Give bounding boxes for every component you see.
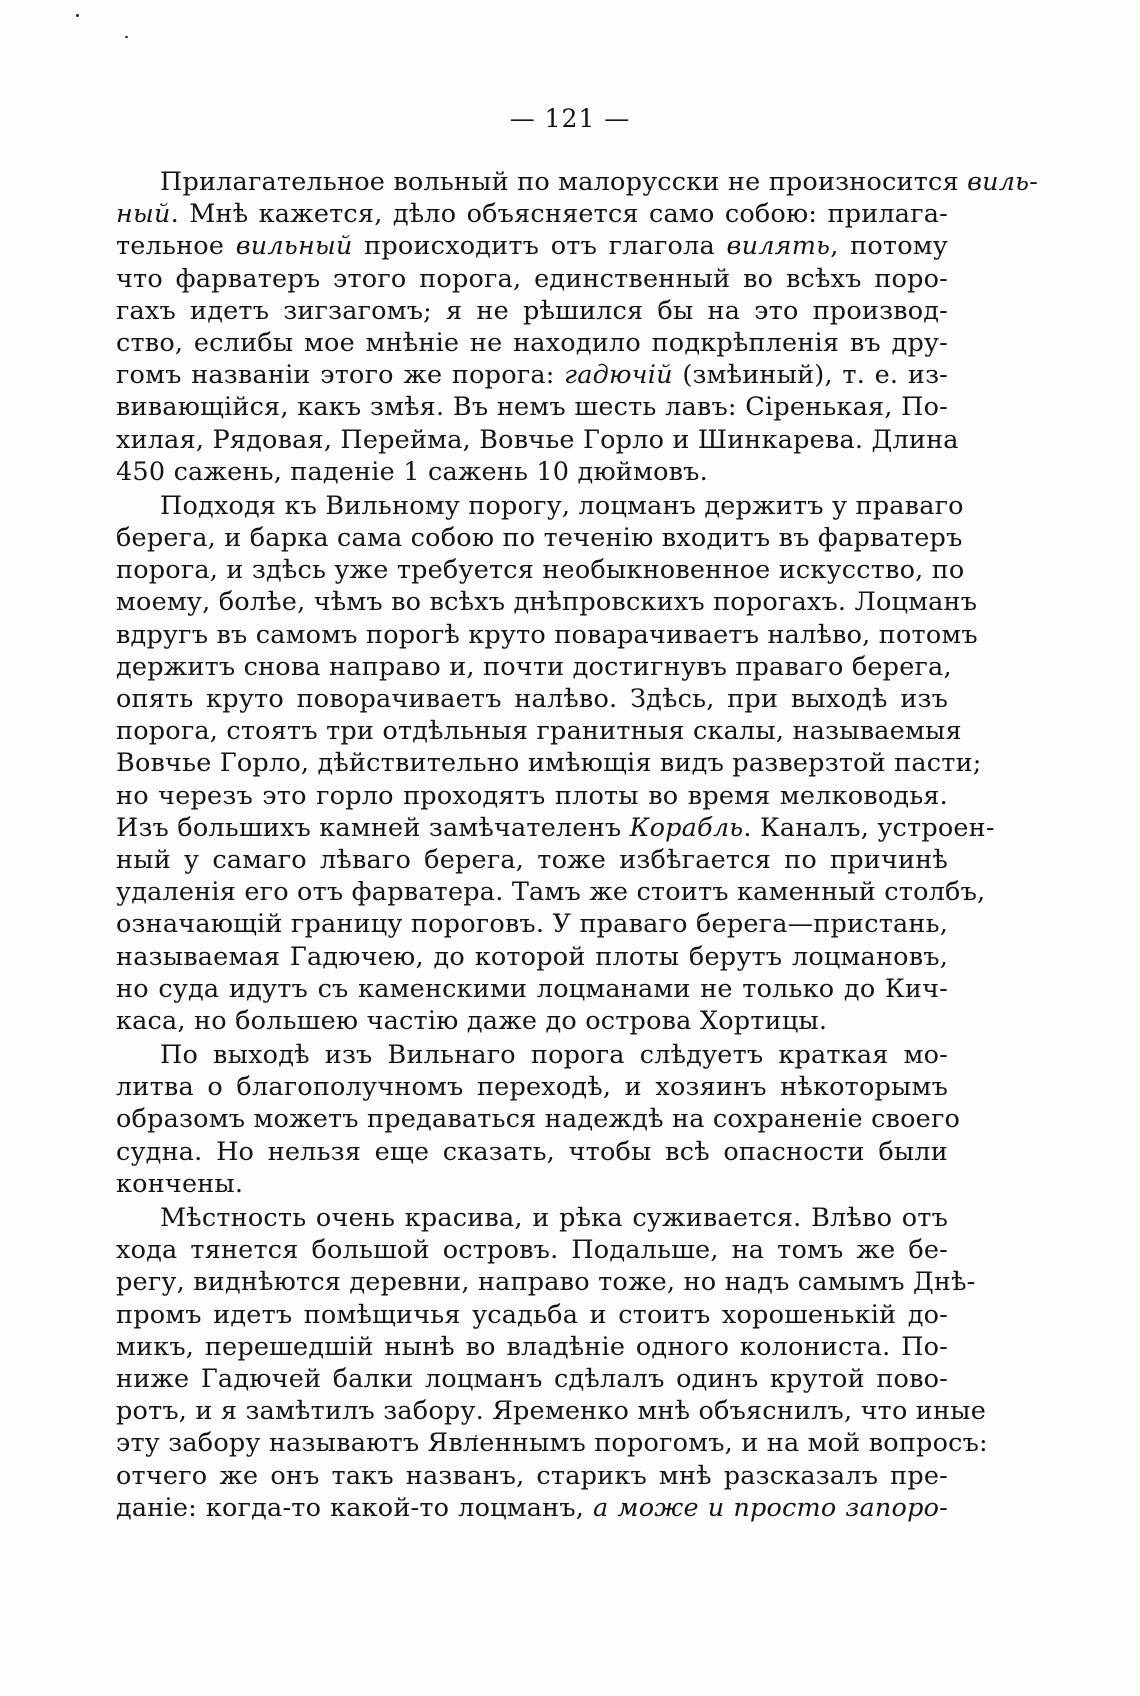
text-line: 450 сажень, паденіе 1 сажень 10 дюймовъ. xyxy=(116,456,708,487)
text-line: удаленія его отъ фарватера. Тамъ же стоитъ каменный столбъ, xyxy=(116,877,986,908)
text-line: даніе: когда-то какой-то лоцманъ, а може и просто запоро- xyxy=(116,1492,948,1523)
text-line: гомъ названіи этого же порога: гадючій (змѣиный), т. е. из- xyxy=(116,360,948,391)
text-line: но суда идутъ съ каменскими лоцманами не только до Кич- xyxy=(116,973,948,1004)
text-line: эту забору называютъ Явленнымъ порогомъ, и на мой вопросъ: xyxy=(116,1428,988,1459)
body-text xyxy=(116,166,1039,1524)
text-line: хода тянется большой островъ. Подальше, на томъ же бе- xyxy=(116,1235,948,1266)
text-line: порога, и здѣсь уже требуется необыкновенное искусство, по xyxy=(116,555,965,586)
text-line: литва о благополучномъ переходѣ, и хозяинъ нѣкоторымъ xyxy=(116,1072,948,1103)
paragraph xyxy=(116,1202,988,1524)
text-line: вдругъ въ самомъ порогѣ круто поварачиваетъ налѣво, потомъ xyxy=(116,619,978,650)
page-number: — 121 — xyxy=(509,104,631,133)
text-line: называемая Гадючею, до которой плоты берутъ лоцмановъ, xyxy=(116,941,948,972)
text-line: ротъ, и я замѣтилъ забору. Яременко мнѣ объяснилъ, что иные xyxy=(116,1396,986,1427)
text-line: микъ, перешедшій нынѣ во владѣніе одного колониста. По- xyxy=(116,1331,948,1362)
print-speck xyxy=(125,36,128,38)
text-line: По выходѣ изъ Вильнаго порога слѣдуетъ краткая мо- xyxy=(160,1040,948,1071)
text-line: промъ идетъ помѣщичья усадьба и стоитъ хорошенькій до- xyxy=(116,1299,948,1330)
text-line: ный. Мнѣ кажется, дѣло объясняется само собою: прилага- xyxy=(116,199,948,230)
page-number-header xyxy=(0,104,1140,133)
text-line: отчего же онъ такъ названъ, старикъ мнѣ разсказалъ пре- xyxy=(116,1460,948,1491)
text-line: вивающійся, какъ змѣя. Въ немъ шесть лавъ: Сіренькая, По- xyxy=(116,392,948,423)
text-line: ниже Гадючей балки лоцманъ сдѣлалъ одинъ крутой пово- xyxy=(116,1363,948,1394)
text-line: Изъ большихъ камней замѣчателенъ Корабль. Каналъ, устроен- xyxy=(116,812,995,843)
paragraph xyxy=(116,166,1039,488)
print-speck xyxy=(76,14,79,17)
text-line: кончены. xyxy=(116,1168,244,1199)
text-line: тельное вильный происходитъ отъ глагола вилять, потому xyxy=(116,231,948,262)
text-line: опять круто поворачиваетъ налѣво. Здѣсь, при выходѣ изъ xyxy=(116,684,948,714)
text-line: что фарватеръ этого порога, единственный во всѣхъ поро- xyxy=(116,263,948,294)
text-line: образомъ можетъ предаваться надеждѣ на сохраненіе своего xyxy=(116,1104,961,1135)
text-line: гахъ идетъ зигзагомъ; я не рѣшился бы на это производ- xyxy=(116,295,948,326)
text-line: Мѣстность очень красива, и рѣка суживается. Влѣво отъ xyxy=(160,1203,948,1233)
text-line: судна. Но нельзя еще сказать, чтобы всѣ опасности были xyxy=(116,1136,948,1167)
text-line: моему, болѣе, чѣмъ во всѣхъ днѣпровскихъ порогахъ. Лоцманъ xyxy=(116,587,978,618)
text-line: каса, но большею частію даже до острова Хортицы. xyxy=(116,1005,828,1036)
text-line: Подходя къ Вильному порогу, лоцманъ держитъ у праваго xyxy=(160,490,964,521)
text-line: Прилагательное вольный по малорусски не произносится виль- xyxy=(160,167,1039,197)
text-line: Вовчье Горло, дѣйствительно имѣющія видъ разверзтой пасти; xyxy=(116,748,982,779)
text-line: порога, стоятъ три отдѣльныя гранитныя скалы, называемыя xyxy=(116,716,962,747)
text-line: берега, и барка сама собою по теченію входитъ въ фарватеръ xyxy=(116,523,963,554)
text-line: хилая, Рядовая, Перейма, Вовчье Горло и Шинкарева. Длина xyxy=(116,424,959,455)
paragraph xyxy=(116,490,995,1037)
text-line: ство, еслибы мое мнѣніе не находило подкрѣпленія въ дру- xyxy=(116,327,948,358)
text-line: но черезъ это горло проходятъ плоты во время мелководья. xyxy=(116,780,948,811)
paragraph xyxy=(116,1039,961,1200)
text-line: регу, виднѣются деревни, направо тоже, но надъ самымъ Днѣ- xyxy=(116,1267,976,1298)
text-line: означающій границу пороговъ. У праваго берега—пристань, xyxy=(116,909,948,940)
text-line: ный у самаго лѣваго берега, тоже избѣгается по причинѣ xyxy=(116,844,948,875)
text-line: держитъ снова направо и, почти достигнувъ праваго берега, xyxy=(116,651,952,682)
